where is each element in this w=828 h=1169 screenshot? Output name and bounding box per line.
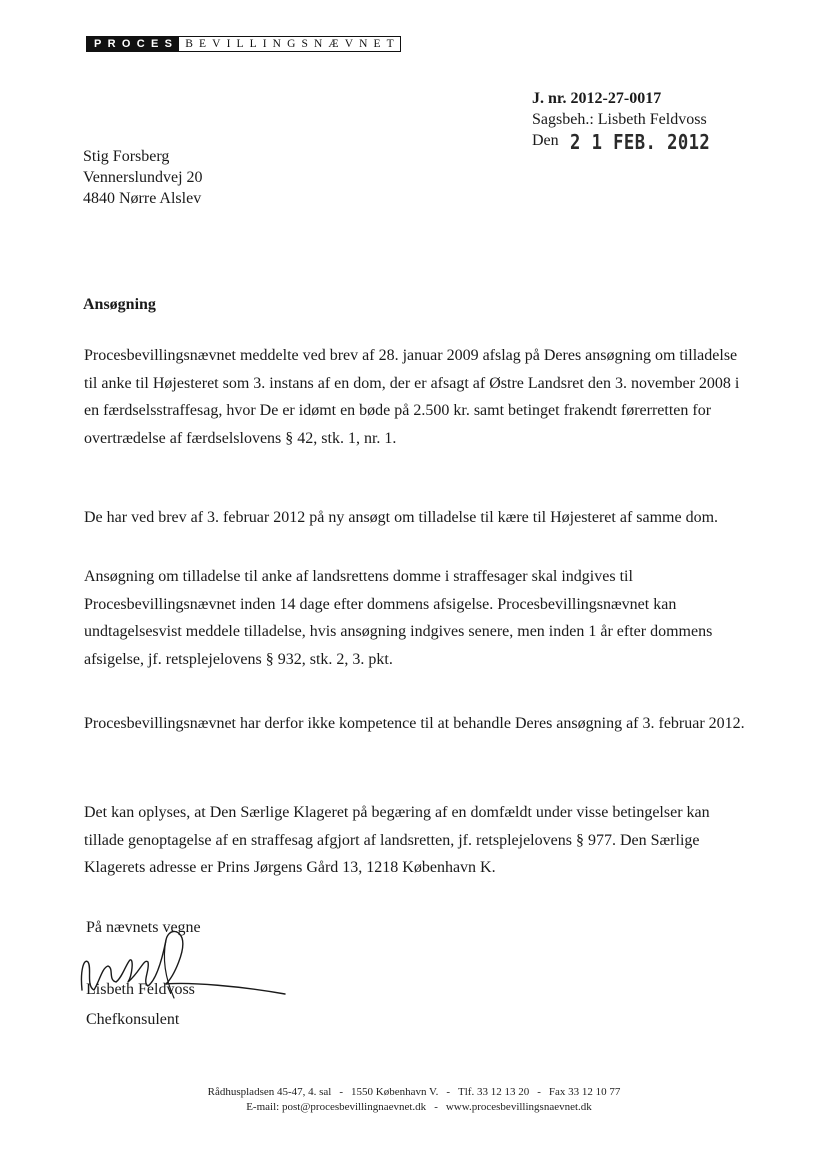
footer-address: Rådhuspladsen 45-47, 4. sal: [207, 1086, 332, 1098]
logo-proces: PROCES: [87, 37, 179, 51]
footer-phone: Tlf. 33 12 13 20: [458, 1086, 530, 1098]
reference-block: [532, 88, 733, 153]
body-paragraph: Procesbevillingsnævnet har derfor ikke kompetence til at behandle Deres ansøgning af 3. februar 2012.: [84, 715, 745, 732]
body-paragraph: Det kan oplyses, at Den Særlige Klageret på begæring af en domfældt under visse betingelser kan tillade genoptagelse af en straffesag afgjort af landsretten, jf. retsplejelovens § 977. Den Særlige Klagerets adresse er Prins Jørgens Gård 13, 1218 København K.: [84, 804, 710, 877]
footer-line-2: E-mail: post@procesbevillingnaevnet.dk - www.procesbevillingsnaevnet.dk: [246, 1101, 592, 1113]
subject-heading: Ansøgning: [83, 296, 156, 313]
recipient-address: [83, 146, 203, 209]
date-label: Den: [532, 132, 559, 149]
footer-website[interactable]: www.procesbevillingsnaevnet.dk: [445, 1101, 592, 1113]
recipient-name: Stig Forsberg: [83, 148, 170, 165]
footer-line-1: Rådhuspladsen 45-47, 4. sal - 1550 København V. - Tlf. 33 12 13 20 - Fax 33 12 10 77: [207, 1086, 621, 1098]
on-behalf-text: På nævnets vegne: [86, 919, 201, 936]
footer-postal: 1550 København V.: [351, 1086, 439, 1098]
letterhead-logo: [86, 36, 401, 52]
date-stamp: 2 1 FEB. 2012: [569, 130, 710, 154]
signatory-title: Chefkonsulent: [86, 1011, 180, 1028]
footer-email[interactable]: E-mail: post@procesbevillingnaevnet.dk: [246, 1101, 427, 1113]
recipient-city: 4840 Nørre Alslev: [83, 190, 202, 207]
footer: [0, 1085, 828, 1115]
signatory-name: Lisbeth Feldvoss: [86, 981, 195, 998]
logo-bevillingsnaevnet: BEVILLINGSNÆVNET: [185, 38, 400, 50]
date-row: [532, 130, 733, 153]
caseworker: Sagsbeh.: Lisbeth Feldvoss: [532, 111, 707, 128]
recipient-street: Vennerslundvej 20: [83, 169, 203, 186]
journal-number: J. nr. 2012-27-0017: [532, 90, 662, 107]
body-paragraph: Ansøgning om tilladelse til anke af landsrettens domme i straffesager skal indgives til Procesbevillingsnævnet inden 14 dage efter dommens afsigelse. Procesbevillingsnævnet kan undtagelsesvist meddele tilladelse, hvis ansøgning indgives senere, men inden 1 år efter dommens afsigelse, jf. retsplejelovens § 932, stk. 2, 3. pkt.: [84, 568, 713, 668]
body-paragraph: Procesbevillingsnævnet meddelte ved brev af 28. januar 2009 afslag på Deres ansøgning om tilladelse til anke til Højesteret som 3. instans af en dom, der er afsagt af Østre Landsret den 3. november 2008 i en færdselsstraffesag, hvor De er idømt en bøde på 2.500 kr. samt betinget frakendt førerretten for overtrædelse af færdselslovens § 42, stk. 1, nr. 1.: [84, 347, 740, 447]
footer-fax: Fax 33 12 10 77: [548, 1086, 621, 1098]
body-paragraph: De har ved brev af 3. februar 2012 på ny ansøgt om tilladelse til kære til Højesteret af samme dom.: [84, 509, 719, 526]
